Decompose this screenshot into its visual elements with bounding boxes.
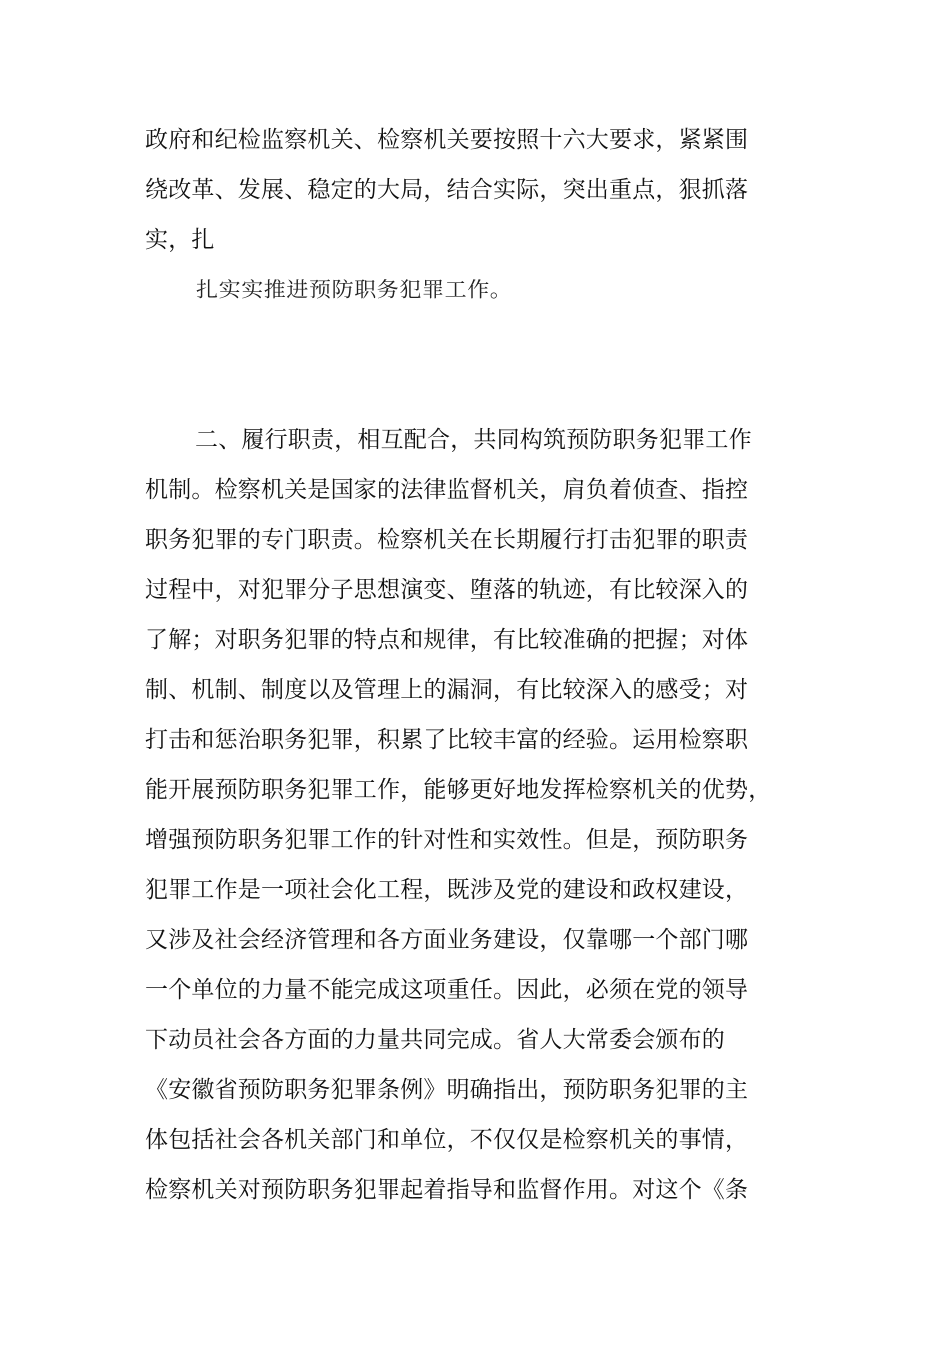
text-line-4-scanned: 扎实实推进预防职务犯罪工作。 xyxy=(196,279,513,303)
paragraph-2-first-line: 二、履行职责，相互配合，共同构筑预防职务犯罪工作 xyxy=(195,427,752,453)
text-line-7: 职务犯罪的专门职责。检察机关在长期履行打击犯罪的职责 xyxy=(145,527,749,553)
text-line-10: 制、机制、制度以及管理上的漏洞，有比较深入的感受；对 xyxy=(145,677,749,703)
text-line-19: 体包括社会各机关部门和单位，不仅仅是检察机关的事情， xyxy=(145,1127,749,1153)
text-line-15: 又涉及社会经济管理和各方面业务建设，仅靠哪一个部门哪 xyxy=(145,927,749,953)
text-line-17: 下动员社会各方面的力量共同完成。省人大常委会颁布的 xyxy=(145,1027,725,1053)
text-line-8: 过程中，对犯罪分子思想演变、堕落的轨迹，有比较深入的 xyxy=(145,577,749,603)
text-line-20: 检察机关对预防职务犯罪起着指导和监督作用。对这个《条 xyxy=(145,1177,749,1203)
text-line-3: 实，扎 xyxy=(145,227,215,253)
text-line-2: 绕改革、发展、稳定的大局，结合实际，突出重点，狠抓落 xyxy=(145,177,749,203)
text-line-13: 增强预防职务犯罪工作的针对性和实效性。但是，预防职务 xyxy=(145,827,749,853)
text-line-14: 犯罪工作是一项社会化工程，既涉及党的建设和政权建设， xyxy=(145,877,749,903)
text-line-9: 了解；对职务犯罪的特点和规律，有比较准确的把握；对体 xyxy=(145,627,749,653)
text-line-18: 《安徽省预防职务犯罪条例》明确指出，预防职务犯罪的主 xyxy=(145,1077,749,1103)
text-line-16: 一个单位的力量不能完成这项重任。因此，必须在党的领导 xyxy=(145,977,749,1003)
text-line-1: 政府和纪检监察机关、检察机关要按照十六大要求，紧紧围 xyxy=(145,127,749,153)
text-line-6: 机制。检察机关是国家的法律监督机关，肩负着侦查、指控 xyxy=(145,477,749,503)
text-line-12: 能开展预防职务犯罪工作，能够更好地发挥检察机关的优势， xyxy=(145,777,772,803)
text-line-11: 打击和惩治职务犯罪，积累了比较丰富的经验。运用检察职 xyxy=(145,727,749,753)
